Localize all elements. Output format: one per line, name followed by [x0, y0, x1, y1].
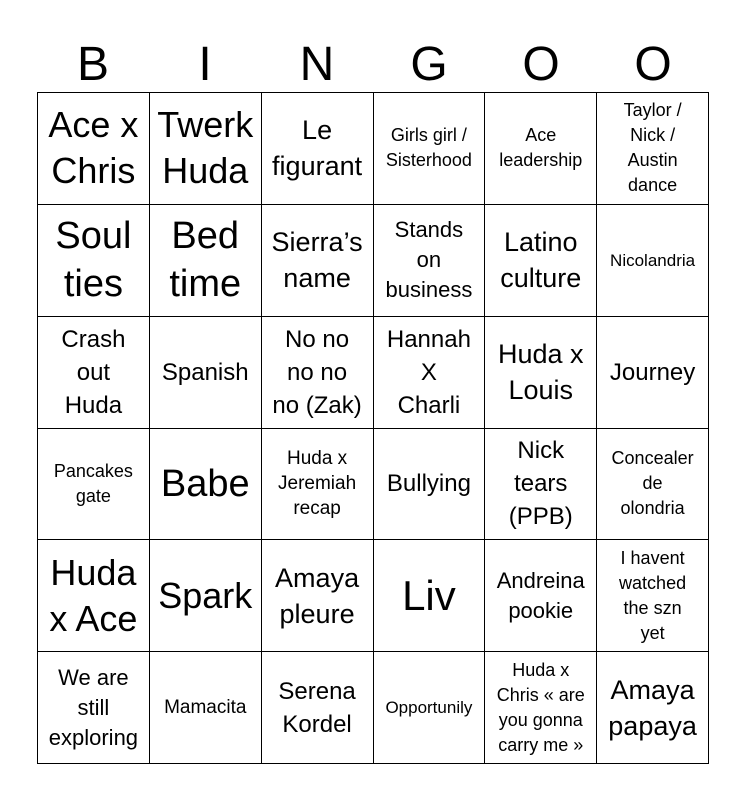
bingo-cell-label: Le figurant — [272, 115, 363, 182]
bingo-cell-label: Andreina pookie — [496, 567, 585, 623]
bingo-cell-label: Taylor / Nick / Austin dance — [623, 100, 682, 196]
bingo-cell[interactable] — [485, 205, 597, 317]
bingo-cell-label: Journey — [609, 358, 696, 386]
bingo-cell-label: Ace leadership — [499, 125, 583, 171]
bingo-cell[interactable] — [485, 540, 597, 652]
bingo-header — [37, 36, 709, 94]
bingo-cell[interactable] — [262, 317, 374, 429]
bingo-cell[interactable] — [374, 93, 486, 205]
header-letter-3: N — [299, 38, 335, 91]
bingo-cell[interactable] — [38, 652, 150, 764]
bingo-cell[interactable] — [262, 652, 374, 764]
bingo-cell-label: Huda x Jeremiah recap — [278, 448, 357, 520]
header-letter-4: G — [410, 38, 448, 91]
bingo-cell-label: Nicolandria — [610, 250, 696, 270]
bingo-cell-label: No no no no no (Zak) — [272, 325, 362, 419]
bingo-cell-label: I havent watched the szn yet — [619, 547, 687, 643]
bingo-cell[interactable] — [150, 652, 262, 764]
bingo-cell-label: Soul ties — [55, 215, 132, 306]
bingo-cell[interactable] — [38, 205, 150, 317]
bingo-cell[interactable] — [597, 540, 709, 652]
bingo-cell[interactable] — [38, 93, 150, 205]
bingo-cell[interactable] — [262, 205, 374, 317]
bingo-cell[interactable] — [597, 317, 709, 429]
bingo-cell-label: Ace x Chris — [48, 104, 139, 192]
bingo-cell-label: Opportunily — [385, 698, 473, 718]
header-letter-1: B — [76, 38, 109, 91]
bingo-cell-label: Babe — [160, 462, 250, 505]
bingo-cell-label: Pancakes gate — [53, 460, 133, 506]
bingo-cell[interactable] — [38, 540, 150, 652]
bingo-cell[interactable] — [38, 429, 150, 541]
bingo-cell[interactable] — [597, 429, 709, 541]
bingo-cell-label: Hannah X Charli — [386, 325, 471, 419]
header-letter-2: I — [198, 38, 212, 91]
bingo-cell[interactable] — [262, 93, 374, 205]
bingo-cell-label: Spark — [158, 574, 253, 616]
bingo-cell-label: Huda x Ace — [49, 551, 138, 639]
bingo-cell[interactable] — [150, 540, 262, 652]
bingo-cell[interactable] — [485, 317, 597, 429]
bingo-cell[interactable] — [485, 652, 597, 764]
header-letter-6: O — [634, 38, 672, 91]
bingo-cell[interactable] — [150, 429, 262, 541]
bingo-cell-label: Liv — [402, 571, 456, 619]
bingo-cell-label: Amaya papaya — [608, 674, 697, 741]
bingo-cell[interactable] — [485, 93, 597, 205]
bingo-cell[interactable] — [262, 429, 374, 541]
bingo-cell-label: Girls girl / Sisterhood — [385, 125, 472, 171]
bingo-cell[interactable] — [150, 93, 262, 205]
bingo-cell-label: Nick tears (PPB) — [508, 437, 573, 531]
bingo-cell-label: Latino culture — [500, 227, 582, 294]
bingo-cell-label: Serena Kordel — [278, 677, 356, 738]
bingo-cell-label: Bullying — [386, 470, 471, 498]
bingo-cell[interactable] — [374, 652, 486, 764]
bingo-cell-label: Bed time — [169, 215, 242, 306]
bingo-cell[interactable] — [150, 317, 262, 429]
bingo-cell[interactable] — [597, 93, 709, 205]
bingo-cell-label: Mamacita — [164, 697, 247, 719]
bingo-card-grid — [37, 92, 709, 764]
bingo-cell[interactable] — [38, 317, 150, 429]
bingo-cell[interactable] — [374, 540, 486, 652]
bingo-cell[interactable] — [597, 652, 709, 764]
bingo-cell-label: Amaya pleure — [275, 562, 360, 629]
bingo-cell-label: Stands on business — [385, 217, 473, 303]
bingo-cell[interactable] — [374, 205, 486, 317]
bingo-cell-label: Crash out Huda — [61, 325, 126, 419]
bingo-cell[interactable] — [374, 429, 486, 541]
bingo-cell-label: Sierra’s name — [271, 227, 363, 294]
bingo-cell[interactable] — [262, 540, 374, 652]
bingo-cell-label: Concealer de olondria — [611, 448, 694, 519]
bingo-cell-label: Twerk Huda — [157, 104, 254, 192]
bingo-cell[interactable] — [485, 429, 597, 541]
bingo-cell[interactable] — [597, 205, 709, 317]
bingo-cell-label: Spanish — [161, 358, 249, 386]
bingo-cell[interactable] — [374, 317, 486, 429]
bingo-cell-label: Huda x Louis — [497, 339, 584, 406]
bingo-cell[interactable] — [150, 205, 262, 317]
bingo-cell-label: We are still exploring — [48, 664, 139, 750]
bingo-cell-label: Huda x Chris « are you gonna carry me » — [496, 659, 585, 755]
header-letter-5: O — [522, 38, 560, 91]
